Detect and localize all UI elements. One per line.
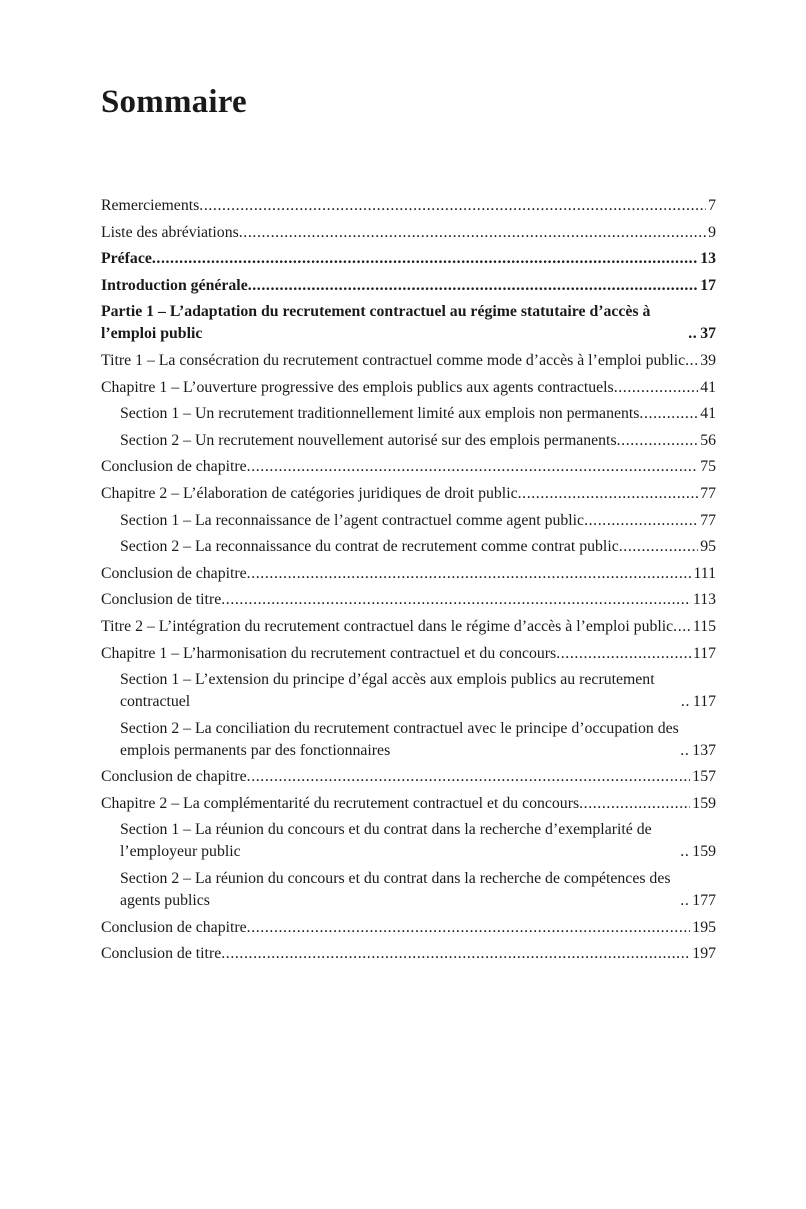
toc-entry-title: Conclusion de titre xyxy=(101,591,222,609)
toc-section-entry[interactable] xyxy=(101,403,716,425)
toc-page-number: 159 xyxy=(692,843,716,861)
toc-entry-title: Chapitre 1 – L’ouverture progressive des emplois publics aux agents contractuels xyxy=(101,378,614,396)
dot-leader xyxy=(248,275,699,297)
toc-entry-title: Section 1 – La réunion du concours et du contrat dans la recherche d’exemplarité de l’employeur public xyxy=(120,821,652,861)
toc-page-number: 56 xyxy=(700,431,716,449)
toc-entry-title: Chapitre 2 – La complémentarité du recrutement contractuel et du concours xyxy=(101,794,580,812)
toc-entry-title: Introduction générale xyxy=(101,276,248,294)
toc-entry[interactable] xyxy=(101,195,716,217)
dot-leader xyxy=(199,195,706,217)
toc-entry-title: Conclusion de chapitre xyxy=(101,564,247,582)
toc-entry[interactable] xyxy=(101,766,716,788)
dot-leader xyxy=(221,589,691,611)
dot-leader xyxy=(673,616,691,638)
page-title: Sommaire xyxy=(101,84,247,120)
dot-leader xyxy=(680,890,690,912)
toc-page-number: 197 xyxy=(692,945,716,963)
dot-leader xyxy=(680,740,690,762)
dot-leader xyxy=(247,456,699,478)
toc-page-number: 177 xyxy=(692,892,716,910)
toc-page-number: 9 xyxy=(708,223,716,241)
toc-page-number: 75 xyxy=(700,458,716,476)
toc-entry-title: Remerciements xyxy=(101,197,200,214)
toc-entry[interactable] xyxy=(101,483,716,505)
toc-entry-title: Chapitre 1 – L’harmonisation du recrutement contractuel et du concours xyxy=(101,644,557,662)
toc-entry[interactable] xyxy=(101,301,716,345)
toc-page-number: 113 xyxy=(692,591,716,609)
dot-leader xyxy=(680,841,690,863)
toc-page-number: 7 xyxy=(708,197,716,214)
dot-leader xyxy=(247,917,691,939)
toc-section-entry[interactable] xyxy=(101,718,716,762)
toc-page-number: 115 xyxy=(692,617,716,635)
dot-leader xyxy=(579,793,690,815)
toc-entry[interactable] xyxy=(101,616,716,638)
dot-leader xyxy=(518,483,699,505)
toc-entry-title: Titre 1 – La consécration du recrutement contractuel comme mode d’accès à l’emploi public xyxy=(101,351,686,369)
toc-page-number: 77 xyxy=(700,484,716,502)
toc-entry[interactable] xyxy=(101,943,716,965)
toc-entry[interactable] xyxy=(101,456,716,478)
toc-entry-title: Conclusion de chapitre xyxy=(101,918,247,936)
toc-section-entry[interactable] xyxy=(101,868,716,912)
toc-page-number: 37 xyxy=(700,325,716,343)
toc-page-number: 77 xyxy=(700,511,716,529)
toc-entry-title: Section 1 – La reconnaissance de l’agent contractuel comme agent public xyxy=(120,511,585,529)
toc-entry-title: Section 1 – Un recrutement traditionnellement limité aux emplois non permanents xyxy=(120,405,640,423)
dot-leader xyxy=(221,943,690,965)
dot-leader xyxy=(619,536,698,558)
toc-entry-title: Conclusion de chapitre xyxy=(101,768,247,786)
dot-leader xyxy=(239,222,706,244)
toc-page-number: 111 xyxy=(693,564,716,582)
toc-entry[interactable] xyxy=(101,563,716,585)
dot-leader xyxy=(584,510,698,532)
toc-entry[interactable] xyxy=(101,248,716,270)
toc-entry-title: Conclusion de titre xyxy=(101,945,222,963)
toc-entry[interactable] xyxy=(101,793,716,815)
toc-section-entry[interactable] xyxy=(101,819,716,863)
toc-entry[interactable] xyxy=(101,917,716,939)
toc-entry-title: Section 2 – Un recrutement nouvellement autorisé sur des emplois permanents xyxy=(120,431,617,449)
toc-entry-title: Section 1 – L’extension du principe d’égal accès aux emplois publics au recrutement contractuel xyxy=(120,671,655,711)
toc-page-number: 157 xyxy=(692,768,716,786)
toc-entry[interactable] xyxy=(101,350,716,372)
toc-section-entry[interactable] xyxy=(101,536,716,558)
toc-entry-title: Section 2 – La conciliation du recrutement contractuel avec le principe d’occupation des emplois permanents par des fonctionnaires xyxy=(120,719,679,759)
dot-leader xyxy=(152,248,698,270)
toc-entry-title: Chapitre 2 – L’élaboration de catégories juridiques de droit public xyxy=(101,484,518,502)
dot-leader xyxy=(639,403,698,425)
dot-leader xyxy=(617,430,699,452)
toc-page-number: 117 xyxy=(692,644,716,662)
toc-entry[interactable] xyxy=(101,275,716,297)
table-of-contents xyxy=(101,195,716,970)
toc-entry[interactable] xyxy=(101,377,716,399)
dot-leader xyxy=(685,350,698,372)
dot-leader xyxy=(247,563,692,585)
toc-entry-title: Conclusion de chapitre xyxy=(101,458,247,476)
toc-page-number: 195 xyxy=(692,918,716,936)
toc-page-number: 137 xyxy=(692,741,716,759)
toc-section-entry[interactable] xyxy=(101,669,716,713)
toc-page-number: 95 xyxy=(700,538,716,556)
dot-leader xyxy=(556,643,691,665)
toc-entry-title: Partie 1 – L’adaptation du recrutement contractuel au régime statutaire d’accès à l’emploi public xyxy=(101,303,651,343)
toc-entry-title: Liste des abréviations xyxy=(101,223,239,241)
toc-page-number: 159 xyxy=(692,794,716,812)
toc-page-number: 117 xyxy=(692,693,716,711)
toc-entry[interactable] xyxy=(101,643,716,665)
toc-entry[interactable] xyxy=(101,222,716,244)
dot-leader xyxy=(688,323,698,345)
toc-entry-title: Section 2 – La reconnaissance du contrat de recrutement comme contrat public xyxy=(120,538,619,556)
toc-entry-title: Titre 2 – L’intégration du recrutement contractuel dans le régime d’accès à l’emploi public xyxy=(101,617,674,635)
dot-leader xyxy=(681,691,691,713)
dot-leader xyxy=(247,766,691,788)
toc-section-entry[interactable] xyxy=(101,430,716,452)
toc-entry-title: Préface xyxy=(101,250,152,268)
toc-entry-title: Section 2 – La réunion du concours et du contrat dans la recherche de compétences des agents publics xyxy=(120,870,671,910)
toc-page-number: 39 xyxy=(700,351,716,369)
toc-entry[interactable] xyxy=(101,589,716,611)
toc-page-number: 41 xyxy=(700,405,716,423)
toc-page-number: 41 xyxy=(700,378,716,396)
toc-section-entry[interactable] xyxy=(101,510,716,532)
toc-page-number: 17 xyxy=(700,276,716,294)
toc-page-number: 13 xyxy=(700,250,716,268)
dot-leader xyxy=(614,377,699,399)
